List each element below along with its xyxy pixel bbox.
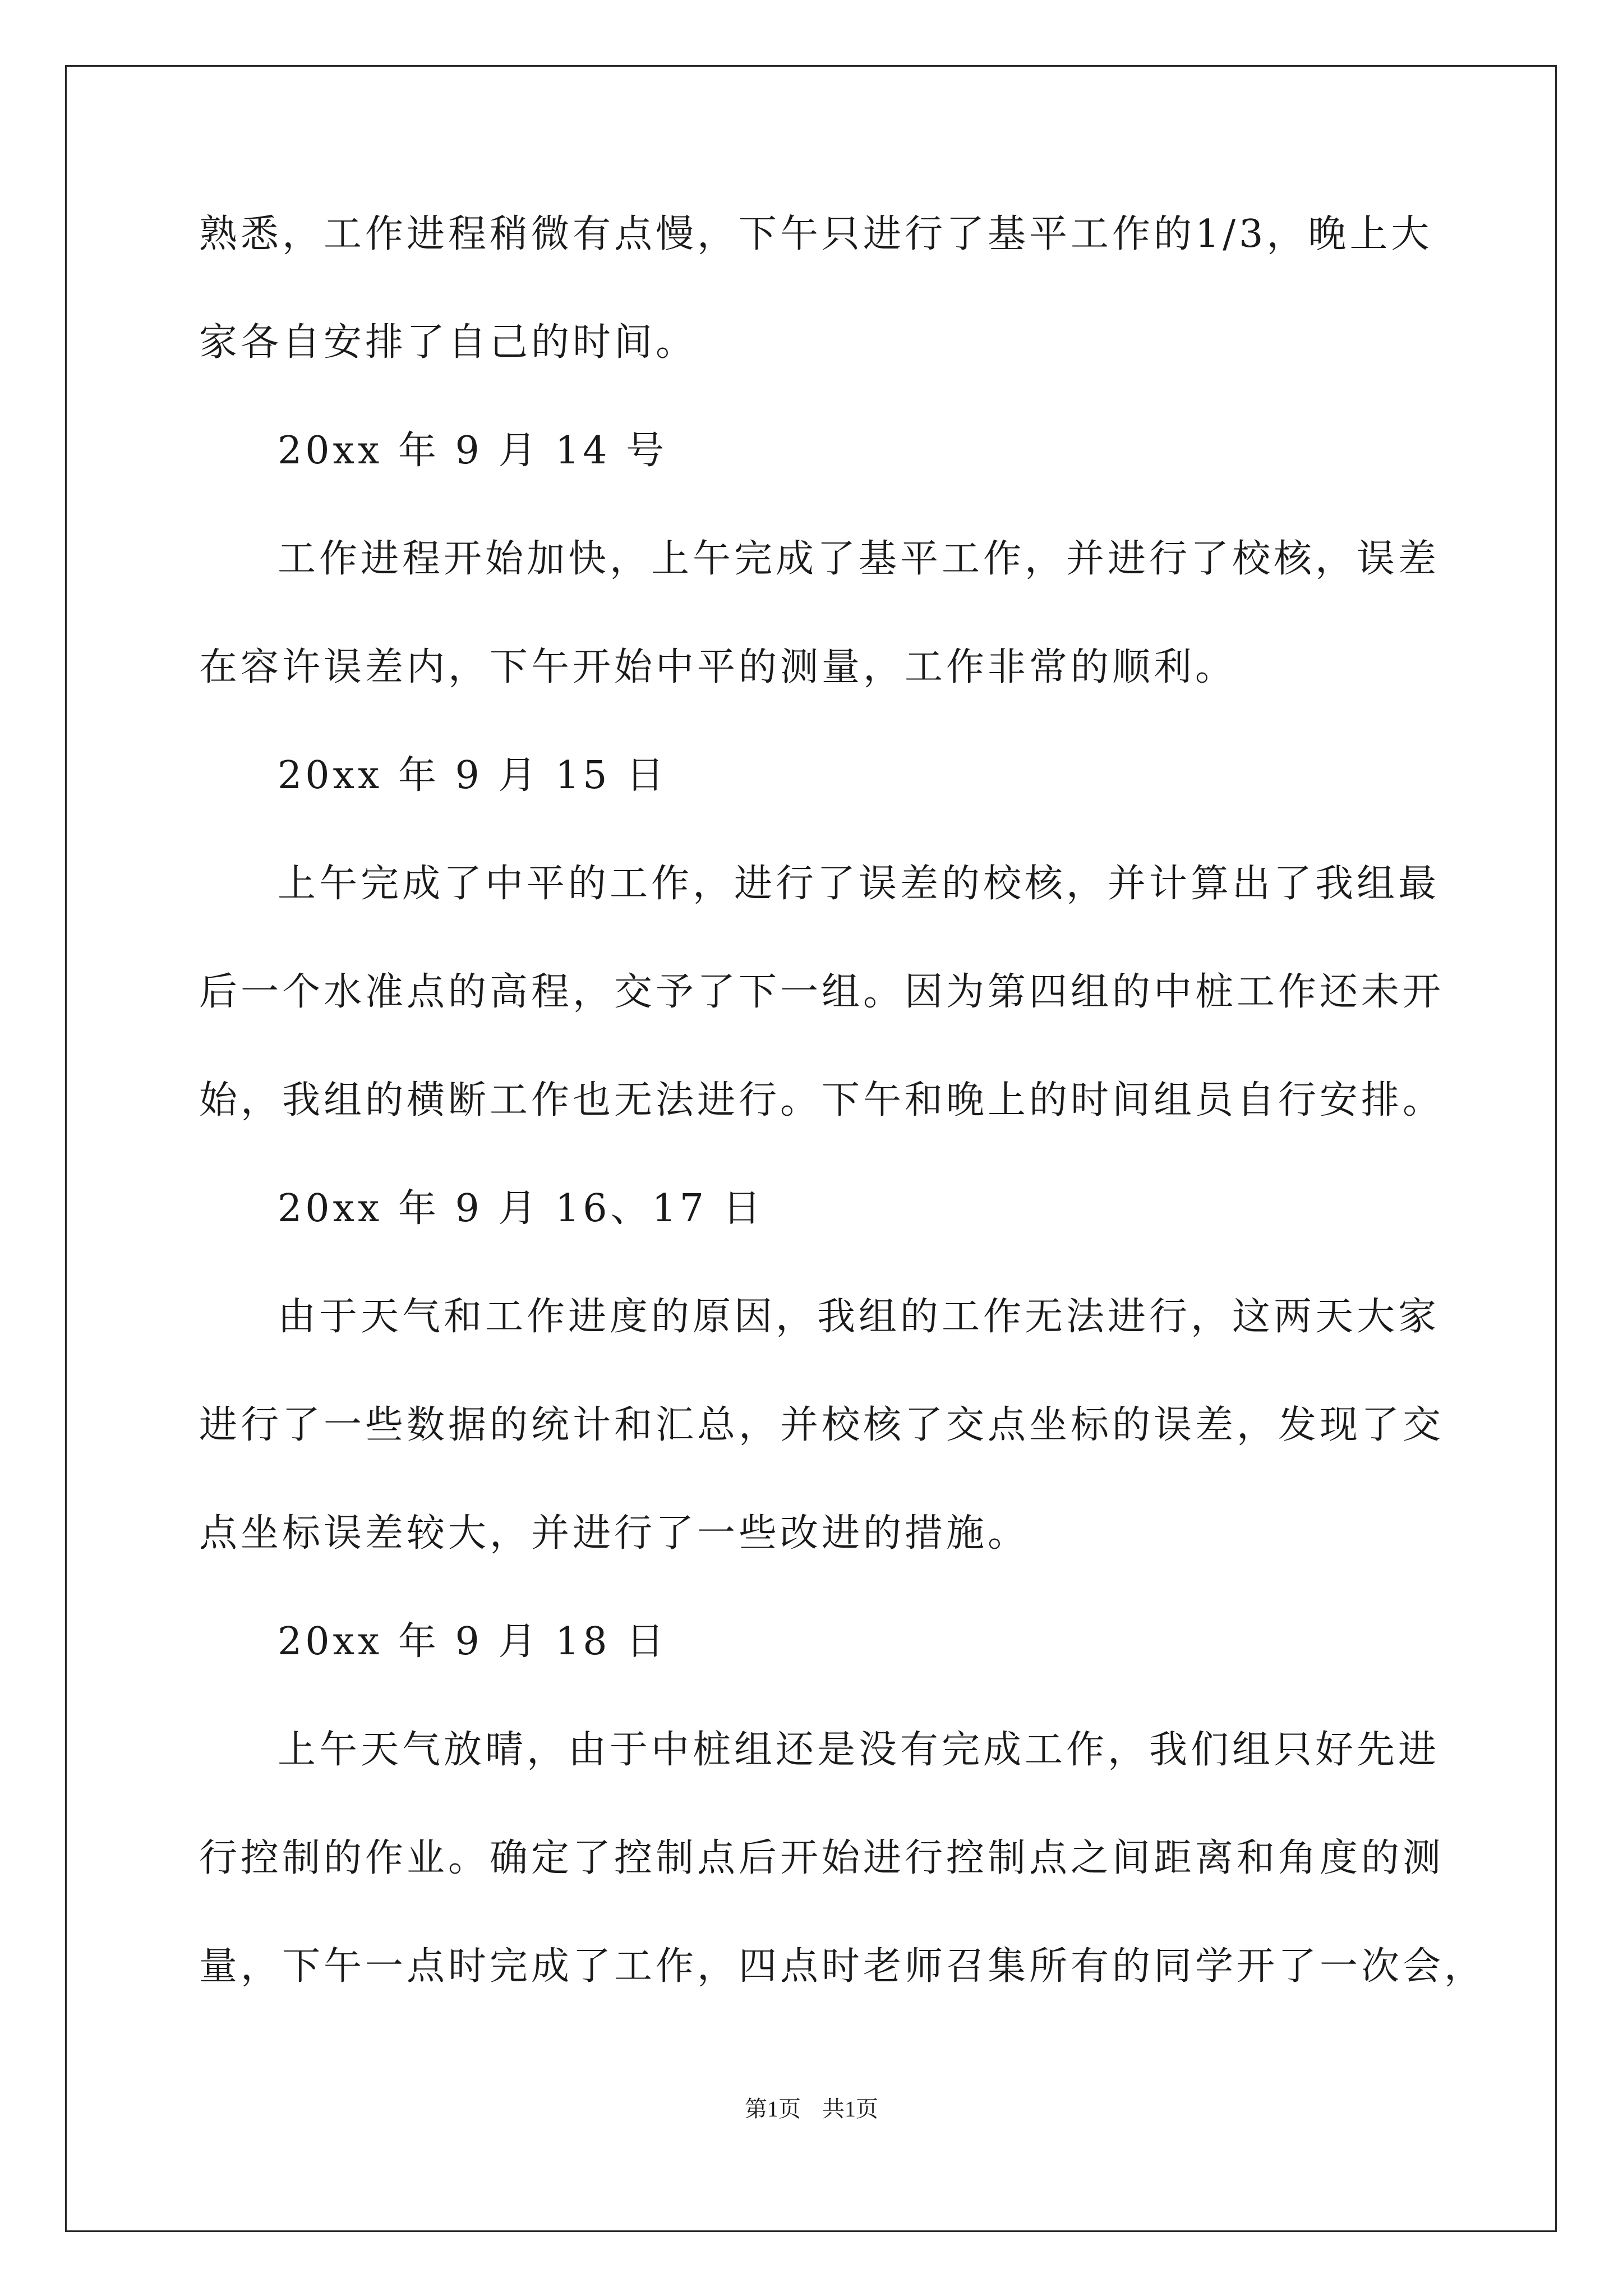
date-heading: 20xx 年 9 月 15 日 [278, 753, 668, 798]
text-line: 始，我组的横断工作也无法进行。下午和晚上的时间组员自行安排。 [199, 1078, 1445, 1122]
paragraph-start: 由于天气和工作进度的原因，我组的工作无法进行，这两天大家 [278, 1295, 1440, 1339]
paragraph-start: 上午天气放晴，由于中桩组还是没有完成工作，我们组只好先进 [278, 1728, 1440, 1772]
text-line: 行控制的作业。确定了控制点后开始进行控制点之间距离和角度的测 [199, 1836, 1445, 1880]
text-line: 熟悉，工作进程稍微有点慢，下午只进行了基平工作的1/3，晚上大 [199, 212, 1433, 256]
text-line: 点坐标误差较大，并进行了一些改进的措施。 [199, 1511, 1030, 1556]
paragraph-start: 工作进程开始加快，上午完成了基平工作，并进行了校核，误差 [278, 537, 1440, 581]
text-line: 进行了一些数据的统计和汇总，并校核了交点坐标的误差，发现了交 [199, 1403, 1445, 1447]
date-heading: 20xx 年 9 月 16、17 日 [278, 1186, 764, 1231]
paragraph-start: 上午完成了中平的工作，进行了误差的校核，并计算出了我组最 [278, 862, 1440, 906]
document-body [199, 208, 1486, 1994]
text-line: 家各自安排了自己的时间。 [199, 320, 698, 365]
text-line: 在容许误差内，下午开始中平的测量，工作非常的顺利。 [199, 645, 1237, 689]
text-line: 后一个水准点的高程，交予了下一组。因为第四组的中桩工作还未开 [199, 970, 1445, 1014]
page-number: 第1页 [745, 2096, 801, 2122]
date-heading: 20xx 年 9 月 18 日 [278, 1619, 668, 1664]
page-total: 共1页 [822, 2096, 878, 2122]
text-line: 量，下午一点时完成了工作，四点时老师召集所有的同学开了一次会， [199, 1944, 1486, 1989]
date-heading: 20xx 年 9 月 14 号 [278, 429, 668, 473]
page-footer [0, 2095, 1623, 2123]
